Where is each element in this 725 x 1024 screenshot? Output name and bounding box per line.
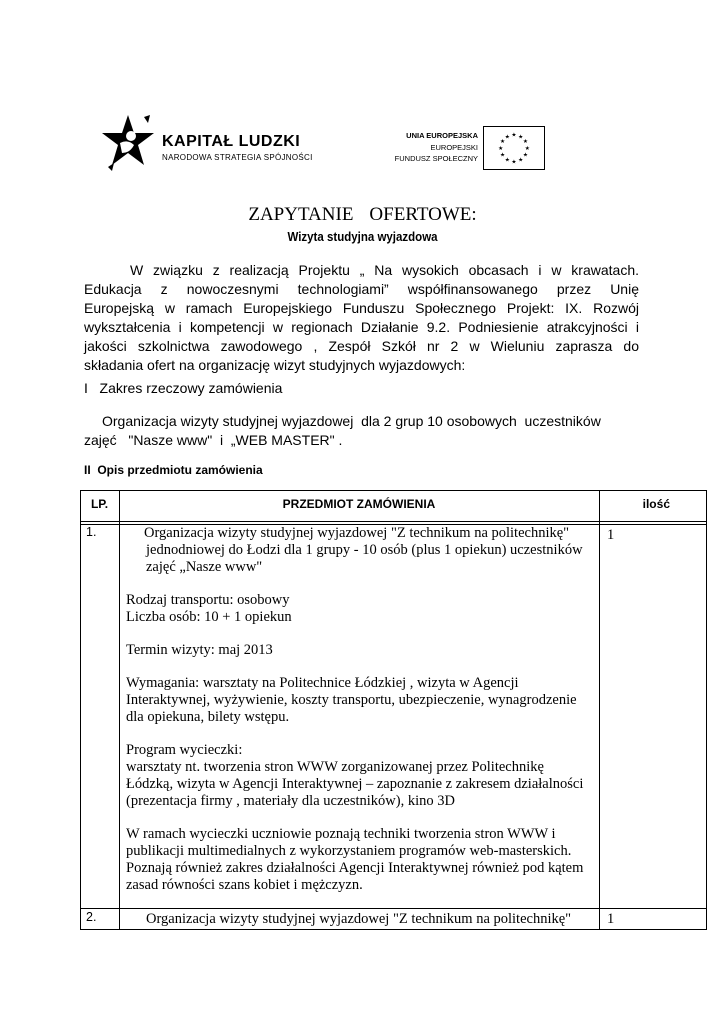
table-border-top <box>80 490 707 491</box>
svg-text:★: ★ <box>518 134 524 141</box>
row-1-description <box>126 525 596 910</box>
svg-text:★: ★ <box>524 145 530 152</box>
document-subtitle: Wizyta studyjna wyjazdowa <box>287 230 438 244</box>
eu-line-1: UNIA EUROPEJSKA <box>406 131 478 140</box>
table-border-right <box>706 490 707 930</box>
row-1-term: Termin wizyty: maj 2013 <box>126 642 273 658</box>
intro-line: jakości szkolnictwa zawodowego , Zespół Szkół nr 2 w Wieluniu zaprasza do <box>84 338 639 354</box>
intro-line: Edukacja z nowoczesnymi technologiami” współfinansowanego przez Unię <box>84 281 639 297</box>
document-title-part-2: OFERTOWE: <box>369 204 477 225</box>
svg-text:★: ★ <box>511 132 517 139</box>
scope-paragraph <box>84 412 644 450</box>
scope-line: zajęć "Nasze www" i „WEB MASTER" . <box>84 432 343 448</box>
row-2-lp: 2. <box>86 910 97 924</box>
kapital-ludzki-star-icon <box>100 113 156 175</box>
order-table <box>80 490 707 930</box>
row-1-requirements-line: Wymagania: warsztaty na Politechnice Łódzkiej , wizyta w Agencji <box>126 675 519 691</box>
row-1-requirements-line: Interaktywnej, wyżywienie, koszty transportu, ubezpieczenie, wynagrodzenie <box>126 692 577 708</box>
svg-text:★: ★ <box>504 134 510 141</box>
eu-logo <box>385 126 550 172</box>
row-1-intro-line: jednodniowej do Łodzi dla 1 grupy - 10 osób (plus 1 opiekun) uczestników <box>146 542 583 558</box>
kapital-ludzki-title: KAPITAŁ LUDZKI <box>162 133 301 150</box>
svg-text:★: ★ <box>498 145 504 152</box>
eu-line-3: FUNDUSZ SPOŁECZNY <box>394 154 478 163</box>
table-border-bottom <box>80 929 707 930</box>
eu-line-2: EUROPEJSKI <box>430 143 478 152</box>
section-2-heading: II Opis przedmiotu zamówienia <box>84 463 263 477</box>
row-1-requirements-line: dla opiekuna, bilety wstępu. <box>126 709 290 725</box>
row-1-program-line: Łódzką, wizyta w Agencji Interaktywnej – zapoznanie z zakresem działalności <box>126 776 584 792</box>
svg-text:★: ★ <box>499 152 506 159</box>
table-header-lp: LP. <box>90 497 109 511</box>
row-1-program-line: (prezentacja firmy , materiały dla uczestników), kino 3D <box>126 793 455 809</box>
row-1-qty: 1 <box>607 527 615 543</box>
row-1-outcome-line: W ramach wycieczki uczniowie poznają techniki tworzenia stron WWW i <box>126 826 556 842</box>
section-1-heading: I Zakres rzeczowy zamówienia <box>84 380 283 396</box>
row-1-outcome-line: zasad równości szans kobiet i mężczyzn. <box>126 877 363 893</box>
svg-text:★: ★ <box>499 139 506 146</box>
row-1-program-line: warsztaty nt. tworzenia stron WWW zorganizowanej przez Politechnikę <box>126 759 544 775</box>
table-header-qty: ilość <box>642 497 670 511</box>
intro-line: składania ofert na organizację wizyt studyjnych wyjazdowych: <box>84 357 466 373</box>
table-header-subject: PRZEDMIOT ZAMÓWIENIA <box>282 497 436 511</box>
intro-paragraph <box>84 261 639 375</box>
row-2-qty: 1 <box>607 911 615 927</box>
svg-text:★: ★ <box>504 157 510 164</box>
row-1-intro-line: Organizacja wizyty studyjnej wyjazdowej "Z technikum na politechnikę" <box>144 525 570 541</box>
row-1-outcome-line: publikacji multimedialnych z wykorzystaniem programów web-masterskich. <box>126 843 572 859</box>
intro-line: Europejską w ramach Europejskiego Funduszu Społecznego Projekt: IX. Rozwój <box>84 300 639 316</box>
table-border-left <box>80 490 81 930</box>
row-1-outcome-line: Poznają również zakres działalności Agencji Interaktywnej również pod kątem <box>126 860 584 876</box>
row-1-intro-line: zajęć „Nasze www" <box>146 559 263 575</box>
eu-flag-icon <box>483 126 545 170</box>
row-1-transport-type: Rodzaj transportu: osobowy <box>126 592 290 608</box>
intro-line: wykształcenia i kompetencji w regionach Działanie 9.2. Podniesienie atrakcyjności i <box>84 319 639 335</box>
document-title <box>0 204 725 226</box>
document-title-part-1: ZAPYTANIE <box>248 204 354 225</box>
svg-text:★: ★ <box>522 139 529 146</box>
svg-text:★: ★ <box>518 157 524 164</box>
svg-text:★: ★ <box>522 152 529 159</box>
svg-text:★: ★ <box>511 159 517 166</box>
row-2-description: Organizacja wizyty studyjnej wyjazdowej "Z technikum na politechnikę" <box>146 911 572 927</box>
intro-line: W związku z realizacją Projektu „ Na wysokich obcasach i w krawatach. <box>130 262 639 278</box>
scope-line: Organizacja wizyty studyjnej wyjazdowej dla 2 grup 10 osobowych uczestników <box>102 413 601 429</box>
table-border-col2 <box>599 490 600 930</box>
row-1-program-line: Program wycieczki: <box>126 742 243 758</box>
table-header-divider <box>80 521 707 522</box>
row-1-person-count: Liczba osób: 10 + 1 opiekun <box>126 609 292 625</box>
kapital-ludzki-logo <box>100 113 320 175</box>
table-border-col1 <box>119 490 120 930</box>
kapital-ludzki-subtitle: NARODOWA STRATEGIA SPÓJNOŚCI <box>162 153 313 162</box>
row-1-lp: 1. <box>86 525 97 539</box>
